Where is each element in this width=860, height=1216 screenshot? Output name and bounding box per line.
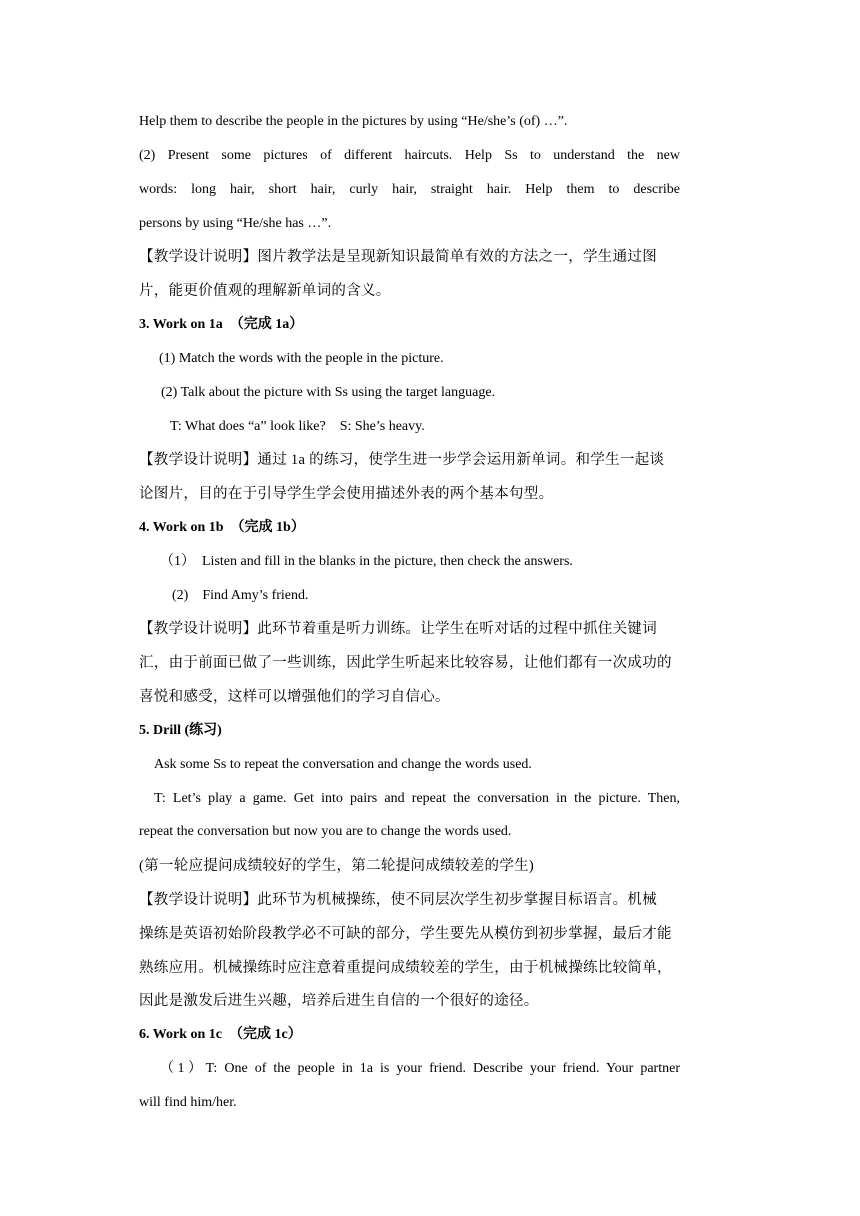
paragraph-line: (2) Present some pictures of different haircuts. Help Ss to understand the new bbox=[139, 148, 680, 163]
design-note-line: 汇，由于前面已做了一些训练，因此学生听起来比较容易，让他们都有一次成功的 bbox=[139, 655, 672, 671]
section-heading: 5. Drill (练习) bbox=[139, 723, 222, 738]
step-line: (1) Match the words with the people in the picture. bbox=[159, 351, 444, 366]
step-line: （1） Listen and fill in the blanks in the picture, then check the answers. bbox=[160, 554, 573, 569]
dialogue-line: T: Let’s play a game. Get into pairs and repeat the conversation in the picture. Then, bbox=[154, 791, 680, 806]
design-note-line: 喜悦和感受，这样可以增强他们的学习自信心。 bbox=[139, 689, 450, 705]
paragraph-line: words: long hair, short hair, curly hair, straight hair. Help them to describe bbox=[139, 182, 680, 197]
paragraph-line: persons by using “He/she has …”. bbox=[139, 216, 332, 231]
step-line: (2) Find Amy’s friend. bbox=[172, 588, 309, 603]
step-line: （1）T: One of the people in 1a is your friend. Describe your friend. Your partner bbox=[160, 1061, 680, 1076]
section-heading: 6. Work on 1c （完成 1c） bbox=[139, 1027, 302, 1042]
dialogue-line: repeat the conversation but now you are to change the words used. bbox=[139, 824, 512, 839]
section-heading: 3. Work on 1a （完成 1a） bbox=[139, 317, 304, 332]
design-note-line: 【教学设计说明】此环节着重是听力训练。让学生在听对话的过程中抓住关键词 bbox=[139, 621, 657, 637]
design-note-line: 【教学设计说明】此环节为机械操练，使不同层次学生初步掌握目标语言。机械 bbox=[139, 892, 657, 908]
paragraph-line: Help them to describe the people in the pictures by using “He/she’s (of) …”. bbox=[139, 114, 568, 129]
step-line: (2) Talk about the picture with Ss using the target language. bbox=[161, 385, 496, 400]
teaching-note: (第一轮应提问成绩较好的学生，第二轮提问成绩较差的学生) bbox=[139, 858, 535, 874]
design-note-line: 【教学设计说明】图片教学法是呈现新知识最简单有效的方法之一，学生通过图 bbox=[139, 249, 657, 265]
section-heading: 4. Work on 1b （完成 1b） bbox=[139, 520, 305, 535]
step-line: will find him/her. bbox=[139, 1095, 237, 1110]
design-note-line: 熟练应用。机械操练时应注意着重提问成绩较差的学生，由于机械操练比较简单， bbox=[139, 960, 672, 976]
design-note-line: 论图片，目的在于引导学生学会使用描述外表的两个基本句型。 bbox=[139, 486, 554, 502]
design-note-line: 片，能更价值观的理解新单词的含义。 bbox=[139, 283, 391, 299]
design-note-line: 【教学设计说明】通过 1a 的练习，使学生进一步学会运用新单词。和学生一起谈 bbox=[139, 452, 665, 468]
design-note-line: 因此是激发后进生兴趣，培养后进生自信的一个很好的途径。 bbox=[139, 993, 539, 1009]
dialogue-line: T: What does “a” look like? S: She’s heavy. bbox=[170, 419, 425, 434]
step-line: Ask some Ss to repeat the conversation and change the words used. bbox=[154, 757, 532, 772]
design-note-line: 操练是英语初始阶段教学必不可缺的部分，学生要先从模仿到初步掌握，最后才能 bbox=[139, 926, 672, 942]
